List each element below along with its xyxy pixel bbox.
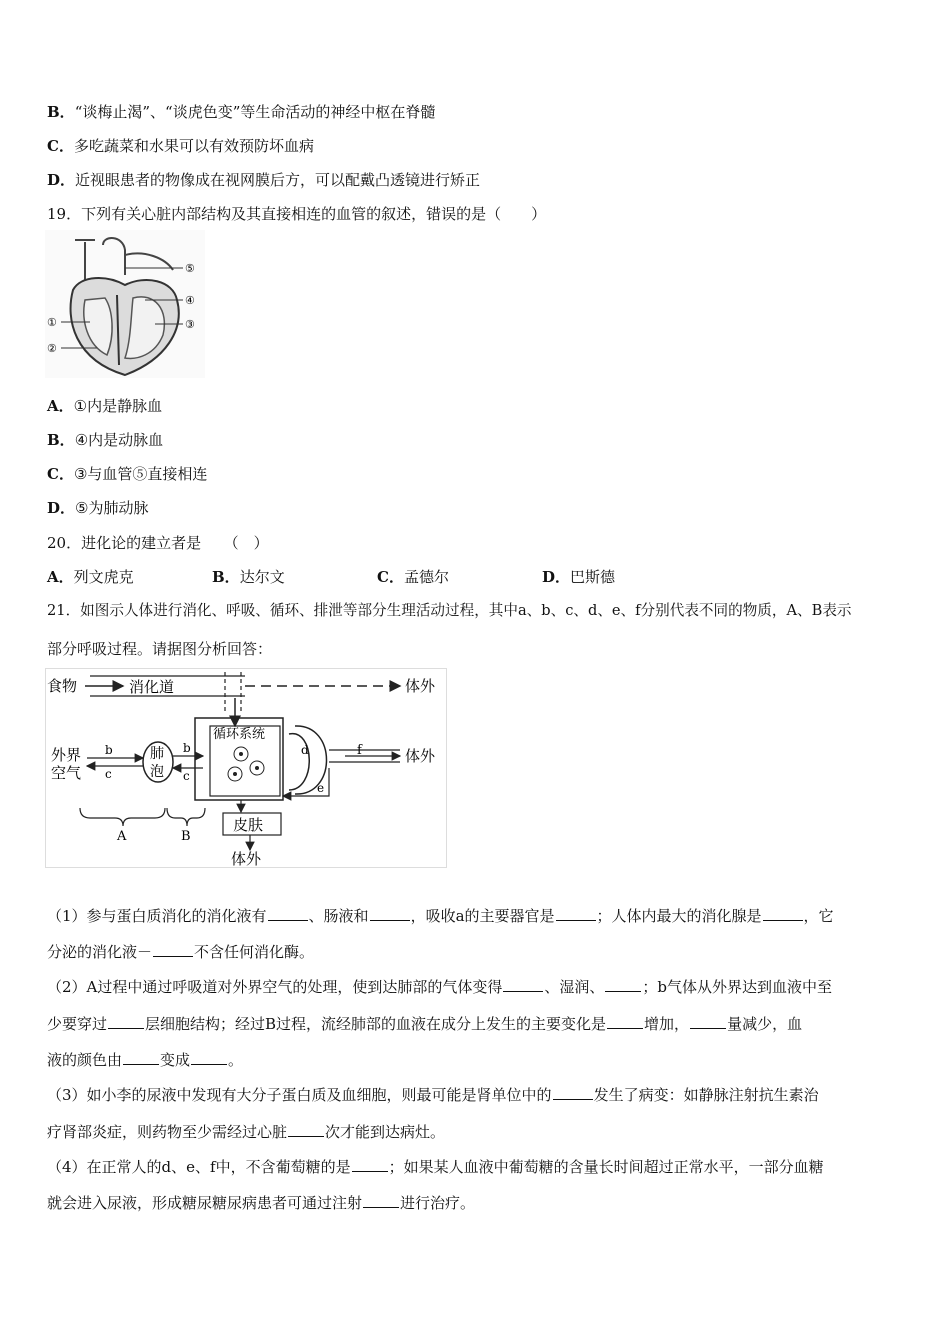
text: 分泌的消化液－	[47, 943, 153, 961]
answer-blank[interactable]	[605, 977, 641, 992]
q21-part2-line3	[47, 1050, 243, 1070]
answer-blank[interactable]	[607, 1014, 643, 1029]
label-b-right: b	[183, 741, 191, 755]
option-text: ④内是动脉血	[74, 431, 164, 449]
text: （1）参与蛋白质消化的消化液有	[47, 907, 267, 925]
q19-option-d	[47, 498, 148, 518]
label-air1: 外界	[51, 746, 82, 764]
text: （2）A过程中通过呼吸道对外界空气的处理，使到达肺部的气体变得	[47, 978, 503, 996]
label-A: A	[117, 829, 127, 844]
text: 疗肾部炎症，则药物至少需经过心脏	[47, 1123, 288, 1141]
cell-3-nucleus	[255, 766, 259, 770]
q21-stem-line1: 21．如图示人体进行消化、呼吸、循环、排泄等部分生理活动过程，其中a、b、c、d、e、f分别代表不同的物质，A、B表示	[47, 602, 852, 619]
q21-part4-line1	[47, 1157, 824, 1177]
option-label: D．	[47, 171, 76, 189]
q19-option-c	[47, 464, 207, 484]
q21-part2-line1	[47, 977, 832, 997]
answer-blank[interactable]	[370, 906, 410, 921]
label-outside-top: 体外	[405, 677, 436, 695]
option-label: D．	[47, 499, 76, 517]
q19-option-a	[47, 396, 162, 416]
label-c-left: c	[105, 767, 112, 781]
cell-1-nucleus	[239, 752, 243, 756]
option-label: C．	[47, 465, 74, 483]
q20-option-a	[47, 567, 134, 587]
option-label: D．	[542, 568, 571, 586]
text: 液的颜色由	[47, 1051, 123, 1069]
text: 层细胞结构；经过B过程，流经肺部的血液在成分上发生的主要变化是	[145, 1015, 607, 1033]
text: 。	[228, 1051, 244, 1069]
text: 发生了病变：如静脉注射抗生素治	[593, 1086, 819, 1104]
option-label: C．	[377, 568, 404, 586]
label-food: 食物	[47, 677, 78, 695]
text: 次才能到达病灶。	[325, 1123, 446, 1141]
q20-option-d	[542, 567, 615, 587]
label-e: e	[317, 781, 325, 795]
answer-blank[interactable]	[556, 906, 596, 921]
label-alveolus2: 泡	[150, 764, 164, 780]
option-label: B．	[47, 431, 75, 449]
q21-part3-line2	[47, 1122, 445, 1142]
answer-blank[interactable]	[123, 1050, 159, 1065]
answer-blank[interactable]	[288, 1122, 324, 1137]
answer-blank[interactable]	[553, 1085, 593, 1100]
text: （4）在正常人的d、e、f中，不含葡萄糖的是	[47, 1158, 351, 1176]
answer-blank[interactable]	[763, 906, 803, 921]
label-digestive: 消化道	[129, 678, 175, 696]
option-label: B．	[212, 568, 240, 586]
option-text: ③与血管⑤直接相连	[73, 465, 208, 483]
label-B: B	[181, 829, 191, 844]
label-b-left: b	[105, 743, 113, 757]
text: 量减少，血	[727, 1015, 803, 1033]
option-label: A．	[47, 568, 74, 586]
label-d: d	[301, 743, 309, 757]
option-text: 近视眼患者的物像成在视网膜后方，可以配戴凸透镜进行矫正	[75, 171, 481, 189]
answer-blank[interactable]	[108, 1014, 144, 1029]
option-text: 多吃蔬菜和水果可以有效预防坏血病	[73, 137, 314, 155]
q21-part4-line2	[47, 1193, 475, 1213]
answer-blank[interactable]	[363, 1193, 399, 1208]
heart-label-3: ③	[185, 318, 195, 331]
physiology-diagram	[45, 668, 447, 868]
text: 、肠液和	[308, 907, 369, 925]
answer-blank[interactable]	[268, 906, 308, 921]
option-text: 巴斯德	[570, 568, 616, 586]
q21-part3-line1	[47, 1085, 819, 1105]
cell-2-nucleus	[233, 772, 237, 776]
text: ；b气体从外界达到血液中至	[642, 978, 833, 996]
option-text: 达尔文	[239, 568, 285, 586]
option-text: 孟德尔	[403, 568, 449, 586]
heart-label-5: ⑤	[185, 262, 195, 275]
q21-stem-line2: 部分呼吸过程。请据图分析回答：	[47, 640, 273, 658]
q21-part2-line2	[47, 1014, 802, 1034]
text: 增加，	[644, 1015, 690, 1033]
label-skin: 皮肤	[233, 816, 264, 834]
text: 变成	[160, 1051, 191, 1069]
q20-option-b	[212, 567, 285, 587]
answer-blank[interactable]	[191, 1050, 227, 1065]
text: 不含任何消化酶。	[194, 943, 315, 961]
label-air2: 空气	[51, 764, 82, 782]
q19-option-b	[47, 430, 163, 450]
text: 、湿润、	[544, 978, 605, 996]
q18-option-c	[47, 136, 314, 156]
text: 少要穿过	[47, 1015, 108, 1033]
label-circulation: 循环系统	[213, 727, 266, 742]
label-c-right: c	[183, 769, 190, 783]
text: （3）如小李的尿液中发现有大分子蛋白质及血细胞，则最可能是肾单位中的	[47, 1086, 552, 1104]
heart-figure	[45, 230, 205, 378]
option-label: C．	[47, 137, 74, 155]
q20-option-c	[377, 567, 449, 587]
label-f: f	[357, 743, 362, 758]
answer-blank[interactable]	[352, 1157, 388, 1172]
text: ；人体内最大的消化腺是	[596, 907, 762, 925]
heart-label-4: ④	[185, 294, 195, 307]
label-alveolus1: 肺	[150, 746, 164, 762]
heart-label-1: ①	[47, 316, 57, 329]
q21-part1-line1	[47, 906, 834, 926]
text: 进行治疗。	[400, 1194, 476, 1212]
option-text: ⑤为肺动脉	[75, 499, 149, 517]
text: ；如果某人血液中葡萄糖的含量长时间超过正常水平，一部分血糖	[388, 1158, 824, 1176]
answer-blank[interactable]	[153, 942, 193, 957]
option-text: “谈梅止渴”、“谈虎色变”等生命活动的神经中枢在脊髓	[74, 103, 436, 121]
answer-blank[interactable]	[690, 1014, 726, 1029]
text: ，吸收a的主要器官是	[410, 907, 555, 925]
answer-blank[interactable]	[503, 977, 543, 992]
q18-option-b	[47, 102, 435, 122]
label-outside-right: 体外	[405, 747, 436, 765]
option-label: A．	[47, 397, 74, 415]
text: 就会进入尿液，形成糖尿糖尿病患者可通过注射	[47, 1194, 363, 1212]
option-text: 列文虎克	[73, 568, 134, 586]
text: ，它	[803, 907, 834, 925]
q19-stem: 19．下列有关心脏内部结构及其直接相连的血管的叙述，错误的是（ ）	[47, 205, 547, 223]
option-text: ①内是静脉血	[73, 397, 163, 415]
option-label: B．	[47, 103, 75, 121]
q21-part1-line2	[47, 942, 314, 962]
label-outside-bottom: 体外	[231, 850, 262, 868]
heart-label-2: ②	[47, 342, 57, 355]
q18-option-d	[47, 170, 480, 190]
q20-stem: 20．进化论的建立者是 （ ）	[47, 534, 269, 552]
